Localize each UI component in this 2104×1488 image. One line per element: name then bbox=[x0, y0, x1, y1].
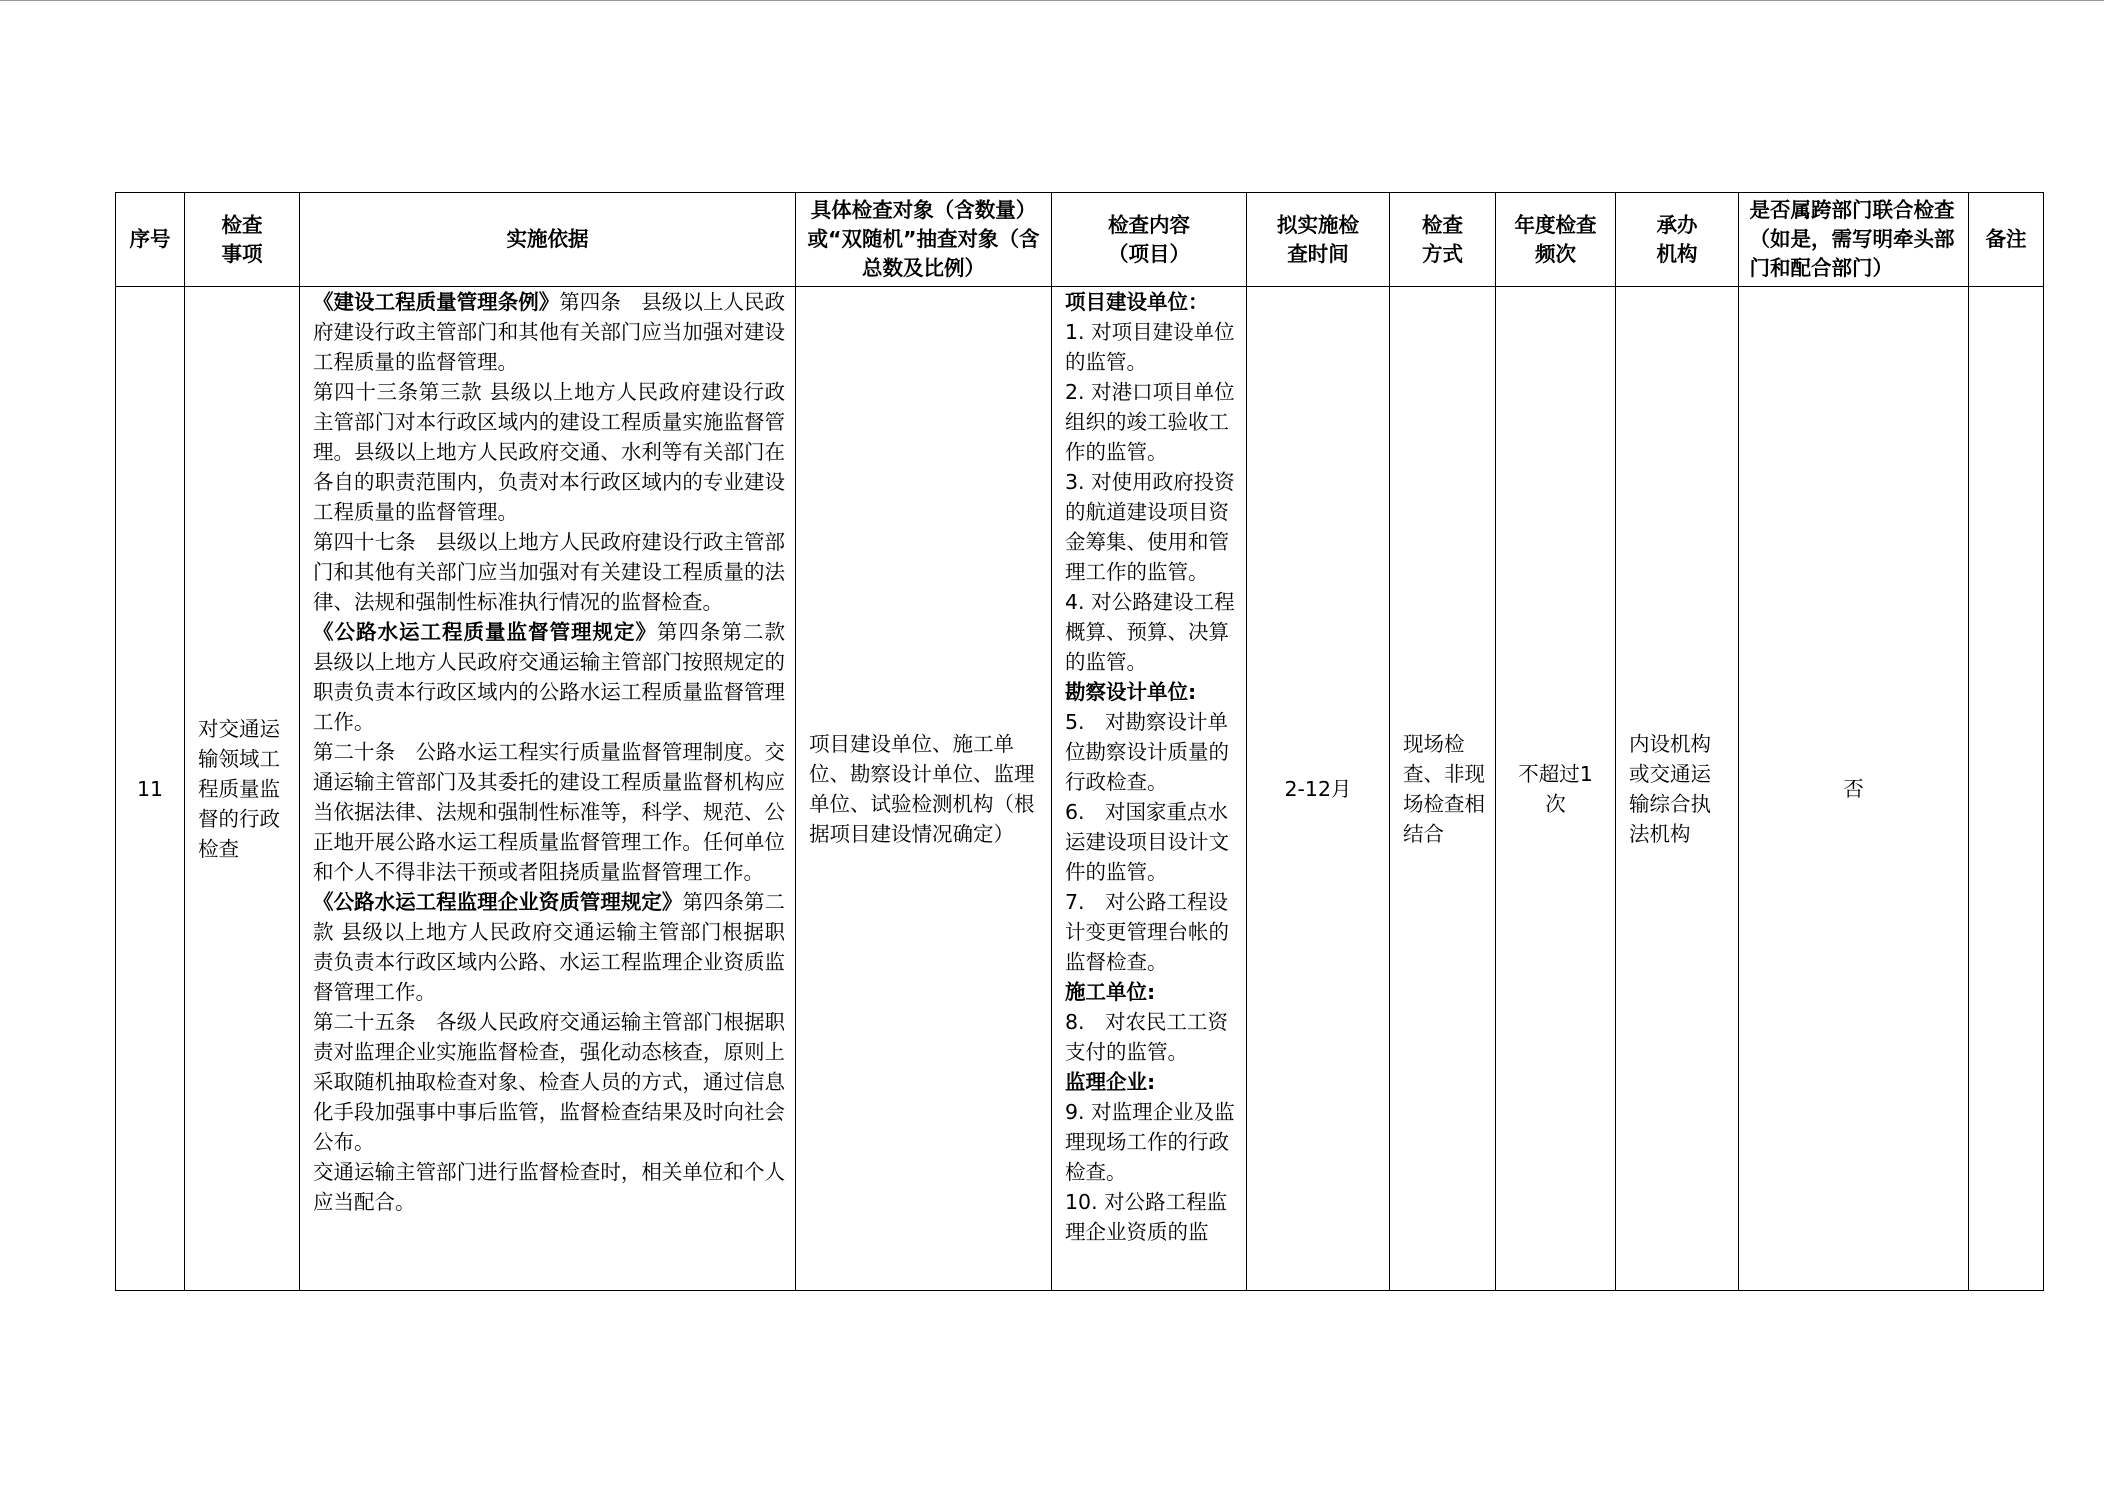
basis-paragraph bbox=[313, 527, 785, 617]
content-text: 9. 对监理企业及监理现场工作的行政检查。 bbox=[1065, 1100, 1235, 1184]
basis-paragraph bbox=[313, 737, 785, 887]
content-bold-text: 施工单位: bbox=[1065, 980, 1156, 1004]
basis-bold-text: 《公路水运工程质量监督管理规定》 bbox=[313, 620, 657, 644]
inspection-table bbox=[115, 192, 2044, 1291]
basis-bold-text: 《公路水运工程监理企业资质管理规定》 bbox=[313, 890, 683, 914]
content-text: 7. 对公路工程设计变更管理台帐的监督检查。 bbox=[1065, 890, 1229, 974]
cell-item: 对交通运输领域工程质量监督的行政检查 bbox=[185, 287, 300, 1291]
header-item: 检查事项 bbox=[185, 193, 300, 287]
header-content: 检查内容（项目） bbox=[1052, 193, 1247, 287]
content-paragraph bbox=[1065, 797, 1238, 887]
cell-targets: 项目建设单位、施工单位、勘察设计单位、监理单位、试验检测机构（根据项目建设情况确定） bbox=[796, 287, 1052, 1291]
content-bold-text: 监理企业: bbox=[1065, 1070, 1156, 1094]
basis-text: 第四十三条第三款 县级以上地方人民政府建设行政主管部门对本行政区域内的建设工程质量实施监督管理。县级以上地方人民政府交通、水利等有关部门在各自的职责范围内，负责对本行政区域内的专业建设工程质量的监督管理。 bbox=[313, 380, 785, 524]
header-frequency: 年度检查频次 bbox=[1496, 193, 1616, 287]
basis-paragraph bbox=[313, 887, 785, 1007]
basis-text: 第四条第二款 县级以上地方人民政府交通运输主管部门根据职责负责本行政区域内公路、水运工程监理企业资质监督管理工作。 bbox=[313, 890, 785, 1004]
basis-paragraph bbox=[313, 1157, 785, 1217]
content-paragraph bbox=[1065, 287, 1238, 317]
basis-paragraph bbox=[313, 1007, 785, 1157]
cell-joint: 否 bbox=[1739, 287, 1969, 1291]
basis-text: 交通运输主管部门进行监督检查时，相关单位和个人应当配合。 bbox=[313, 1160, 785, 1214]
content-text: 6. 对国家重点水运建设项目设计文件的监管。 bbox=[1065, 800, 1229, 884]
header-remark: 备注 bbox=[1969, 193, 2044, 287]
content-text: 5. 对勘察设计单位勘察设计质量的行政检查。 bbox=[1065, 710, 1229, 794]
content-paragraph bbox=[1065, 1067, 1238, 1097]
content-paragraph bbox=[1065, 1007, 1238, 1067]
header-time: 拟实施检查时间 bbox=[1247, 193, 1390, 287]
basis-text: 第二十五条 各级人民政府交通运输主管部门根据职责对监理企业实施监督检查，强化动态核查，原则上采取随机抽取检查对象、检查人员的方式，通过信息化手段加强事中事后监管，监督检查结果及时向社会公布。 bbox=[313, 1010, 785, 1154]
basis-text: 第四条 县级以上人民政府建设行政主管部门和其他有关部门应当加强对建设工程质量的监督管理。 bbox=[313, 290, 785, 374]
header-joint: 是否属跨部门联合检查（如是，需写明牵头部门和配合部门） bbox=[1739, 193, 1969, 287]
content-text: 4. 对公路建设工程概算、预算、决算的监管。 bbox=[1065, 590, 1235, 674]
cell-method: 现场检查、非现场检查相结合 bbox=[1390, 287, 1496, 1291]
basis-paragraph bbox=[313, 617, 785, 737]
cell-frequency: 不超过1次 bbox=[1496, 287, 1616, 1291]
content-bold-text: 勘察设计单位: bbox=[1065, 680, 1197, 704]
table-row bbox=[116, 287, 2044, 1291]
cell-agency: 内设机构或交通运输综合执法机构 bbox=[1616, 287, 1739, 1291]
content-paragraph bbox=[1065, 467, 1238, 587]
header-seq: 序号 bbox=[116, 193, 185, 287]
content-paragraph bbox=[1065, 707, 1238, 797]
content-paragraph bbox=[1065, 317, 1238, 377]
content-text: 10. 对公路工程监理企业资质的监 bbox=[1065, 1190, 1228, 1244]
cell-remark bbox=[1969, 287, 2044, 1291]
content-text: 1. 对项目建设单位的监管。 bbox=[1065, 320, 1235, 374]
cell-basis bbox=[300, 287, 796, 1291]
basis-paragraph bbox=[313, 377, 785, 527]
header-targets: 具体检查对象（含数量）或“双随机”抽查对象（含总数及比例） bbox=[796, 193, 1052, 287]
content-bold-text: 项目建设单位： bbox=[1065, 290, 1209, 314]
basis-paragraph bbox=[313, 287, 785, 377]
header-basis: 实施依据 bbox=[300, 193, 796, 287]
header-method: 检查方式 bbox=[1390, 193, 1496, 287]
content-text: 3. 对使用政府投资的航道建设项目资金筹集、使用和管理工作的监管。 bbox=[1065, 470, 1235, 584]
cell-seq: 11 bbox=[116, 287, 185, 1291]
basis-text: 第四十七条 县级以上地方人民政府建设行政主管部门和其他有关部门应当加强对有关建设工程质量的法律、法规和强制性标准执行情况的监督检查。 bbox=[313, 530, 785, 614]
cell-time: 2-12月 bbox=[1247, 287, 1390, 1291]
content-paragraph bbox=[1065, 587, 1238, 677]
content-text: 2. 对港口项目单位组织的竣工验收工作的监管。 bbox=[1065, 380, 1235, 464]
header-agency: 承办机构 bbox=[1616, 193, 1739, 287]
content-paragraph bbox=[1065, 1187, 1238, 1247]
content-paragraph bbox=[1065, 1097, 1238, 1187]
content-text: 8. 对农民工工资支付的监管。 bbox=[1065, 1010, 1229, 1064]
basis-bold-text: 《建设工程质量管理条例》 bbox=[313, 290, 560, 314]
basis-text: 第二十条 公路水运工程实行质量监督管理制度。交通运输主管部门及其委托的建设工程质量监督机构应当依据法律、法规和强制性标准等，科学、规范、公正地开展公路水运工程质量监督管理工作。任何单位和个人不得非法干预或者阻挠质量监督管理工作。 bbox=[313, 740, 785, 884]
page-top-edge bbox=[0, 0, 2104, 1]
content-paragraph bbox=[1065, 977, 1238, 1007]
cell-content bbox=[1052, 287, 1247, 1291]
basis-text: 第四条第二款 县级以上地方人民政府交通运输主管部门按照规定的职责负责本行政区域内的公路水运工程质量监督管理工作。 bbox=[313, 620, 785, 734]
content-paragraph bbox=[1065, 887, 1238, 977]
content-paragraph bbox=[1065, 677, 1238, 707]
header-row bbox=[116, 193, 2044, 287]
content-paragraph bbox=[1065, 377, 1238, 467]
